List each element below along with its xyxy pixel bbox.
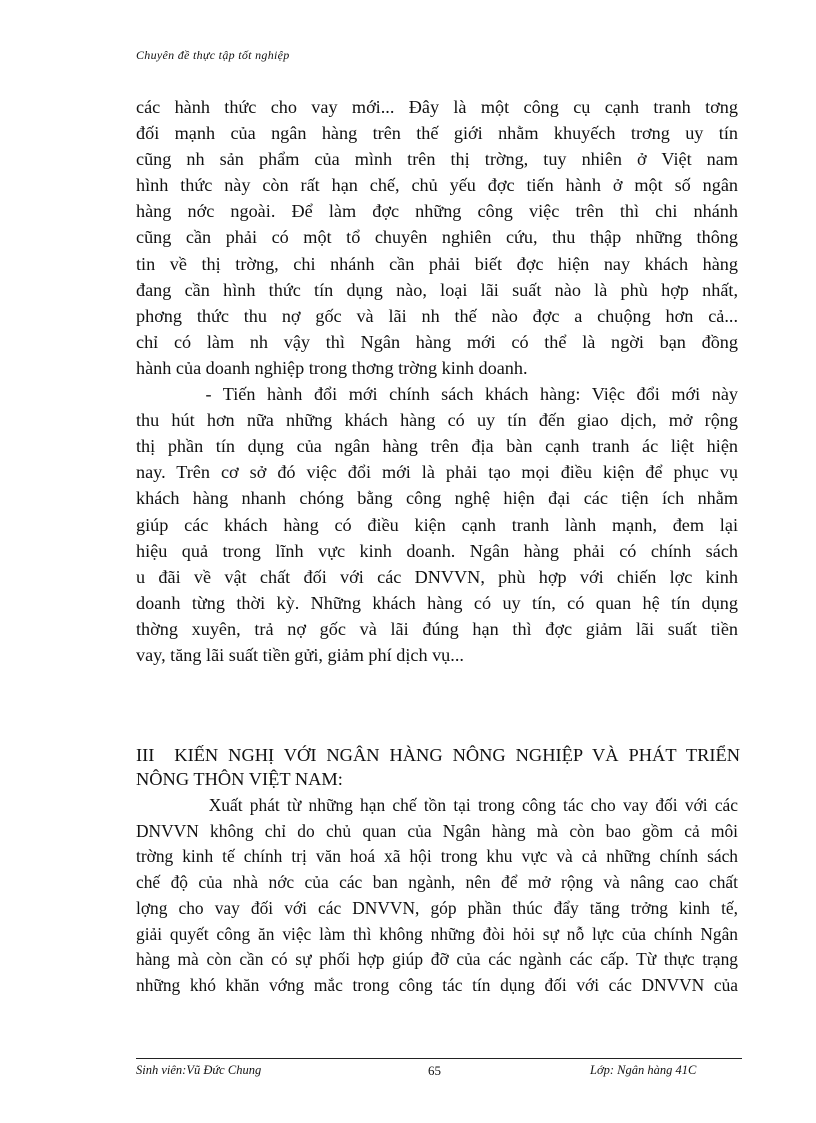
text-line: giúp các khách hàng có điều kiện cạnh tranh lành mạnh, đem lại — [136, 514, 738, 535]
text-line: thờng xuyên, trả nợ gốc và lãi đúng hạn thì đợc giảm lãi suất tiền — [136, 618, 738, 639]
page-header: Chuyên đề thực tập tốt nghiệp — [136, 48, 290, 62]
text-line: hiệu quả trong lĩnh vực kinh doanh. Ngân hàng phải có chính sách — [136, 540, 738, 561]
text-line: Xuất phát từ những hạn chế tồn tại trong công tác cho vay đối với các — [136, 795, 738, 815]
footer-class: Lớp: Ngân hàng 41C — [590, 1063, 697, 1077]
footer-student: Sinh viên:Vũ Đức Chung — [136, 1063, 262, 1077]
text-line: đối mạnh của ngân hàng trên thế giới nhằm khuyếch trơng uy tín — [136, 123, 738, 144]
text-line: trờng kinh tế chính trị văn hoá xã hội trong khu vực và cả những chính sách — [136, 846, 738, 867]
text-line: cũng nh sản phẩm của mình trên thị trờng, tuy nhiên ở Việt nam — [136, 149, 738, 170]
page-number: 65 — [428, 1063, 441, 1078]
text-line: thu hút hơn nữa những khách hàng có uy tín đến giao dịch, mở rộng — [136, 410, 738, 431]
section-heading — [136, 744, 740, 791]
text-line: hình thức này còn rất hạn chế, chủ yếu đợc tiến hành ở một số ngân — [136, 175, 738, 196]
text-line: vay, tăng lãi suất tiền gửi, giảm phí dịch vụ... — [136, 644, 464, 665]
text-line: chỉ có làm nh vậy thì Ngân hàng mới có thể là ngời bạn đồng — [136, 331, 738, 352]
text-line: - Tiến hành đổi mới chính sách khách hàng: Việc đổi mới này — [136, 384, 738, 405]
text-line: hàng mà còn cần có sự phối hợp giúp đỡ của các ngành các cấp. Từ thực trạng — [136, 949, 738, 970]
text-line: đang cần hình thức tín dụng nào, loại lãi suất nào là phù hợp nhất, — [136, 279, 738, 300]
text-line: hàng nớc ngoài. Để làm đợc những công việc trên thì chi nhánh — [136, 201, 738, 222]
text-line: tin về thị trờng, chi nhánh cần phải biết đợc hiện nay khách hàng — [136, 253, 738, 274]
text-line: u đãi về vật chất đối với các DNVVN, phù hợp với chiến lợc kinh — [136, 566, 738, 587]
heading-line: NÔNG THÔN VIỆT NAM: — [136, 768, 343, 789]
text-line: phơng thức thu nợ gốc và lãi nh thế nào đợc a chuộng hơn cả... — [136, 305, 738, 326]
text-line: chế độ của nhà nớc của các ban ngành, nên để mở rộng và nâng cao chất — [136, 872, 738, 893]
heading-line: III KIẾN NGHỊ VỚI NGÂN HÀNG NÔNG NGHIỆP VÀ PHÁT TRIỂN — [136, 745, 740, 765]
paragraph-block-1 — [136, 94, 738, 668]
text-line: doanh từng thời kỳ. Những khách hàng có uy tín, có quan hệ tín dụng — [136, 592, 738, 613]
text-line: khách hàng nhanh chóng bằng công nghệ hiện đại các tiện ích nhằm — [136, 488, 738, 509]
text-line: DNVVN không chỉ do chủ quan của Ngân hàng mà còn bao gồm cả môi — [136, 820, 738, 841]
text-line: giải quyết công ăn việc làm thì không những đòi hỏi sự nỗ lực của chính Ngân — [136, 923, 738, 944]
footer-divider — [136, 1058, 742, 1059]
text-line: nay. Trên cơ sở đó việc đổi mới là phải tạo mọi điều kiện để phục vụ — [136, 462, 738, 483]
text-line: các hành thức cho vay mới... Đây là một công cụ cạnh tranh tơng — [136, 97, 738, 117]
text-line: thị phần tín dụng của ngân hàng trên địa bàn cạnh tranh ác liệt hiện — [136, 436, 738, 457]
text-line: những khó khăn vớng mắc trong công tác tín dụng đối với các DNVVN của — [136, 974, 738, 995]
text-line: lợng cho vay đối với các DNVVN, góp phần thúc đẩy tăng trởng kinh tế, — [136, 897, 738, 918]
paragraph-block-3 — [136, 793, 738, 999]
text-line: hành của doanh nghiệp trong thơng trờng kinh doanh. — [136, 357, 528, 378]
text-line: cũng cần phải có một tổ chuyên nghiên cứu, thu thập những thông — [136, 227, 738, 248]
